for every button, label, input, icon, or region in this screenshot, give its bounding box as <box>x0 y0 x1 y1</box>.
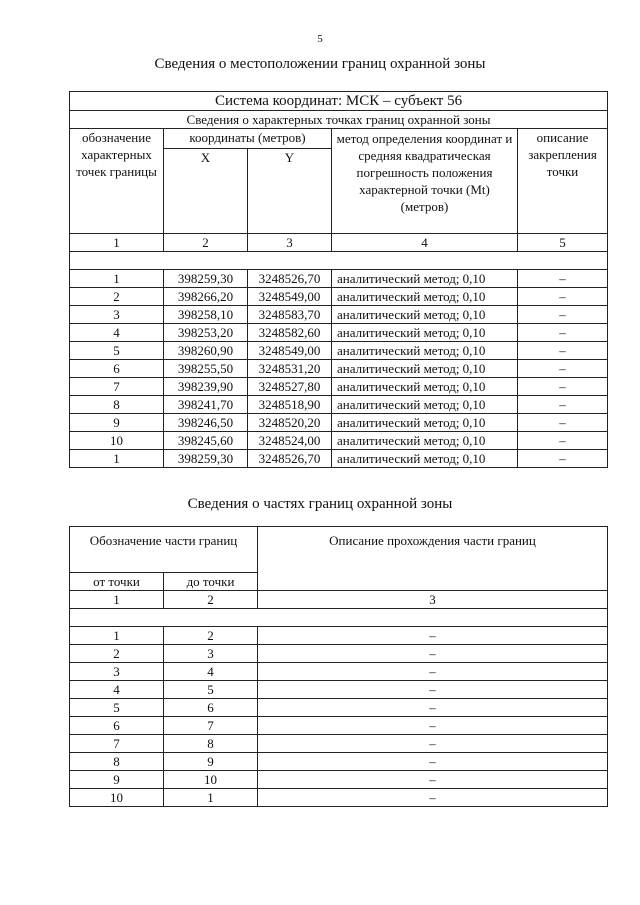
x-cell: 398259,30 <box>164 450 248 468</box>
to-point-cell: 7 <box>164 717 258 735</box>
header-method: метод определения координат и средняя квадратическая погрешность положения характерной точки (Mt) (метров) <box>332 129 518 234</box>
from-point-cell: 7 <box>70 735 164 753</box>
point-cell: 7 <box>70 378 164 396</box>
table-row <box>70 681 608 699</box>
method-cell: аналитический метод; 0,10 <box>332 450 518 468</box>
from-point-cell: 3 <box>70 663 164 681</box>
description-cell: – <box>258 663 608 681</box>
point-cell: 1 <box>70 450 164 468</box>
point-cell: 10 <box>70 432 164 450</box>
y-cell: 3248582,60 <box>248 324 332 342</box>
column-number: 4 <box>332 234 518 252</box>
boundary-location-heading: Сведения о местоположении границ охранной зоны <box>154 56 486 72</box>
y-cell: 3248531,20 <box>248 360 332 378</box>
header-point-designation: обозначение характерных точек границы <box>70 129 164 234</box>
description-cell: – <box>258 681 608 699</box>
header-part-description: Описание прохождения части границ <box>258 527 608 591</box>
method-cell: аналитический метод; 0,10 <box>332 306 518 324</box>
to-point-cell: 4 <box>164 663 258 681</box>
description-cell: – <box>258 735 608 753</box>
table-row <box>70 735 608 753</box>
table-row <box>70 270 608 288</box>
from-point-cell: 2 <box>70 645 164 663</box>
table-row <box>70 753 608 771</box>
from-point-cell: 10 <box>70 789 164 807</box>
column-number: 3 <box>258 591 608 609</box>
method-cell: аналитический метод; 0,10 <box>332 360 518 378</box>
fixing-cell: – <box>518 432 608 450</box>
to-point-cell: 6 <box>164 699 258 717</box>
to-point-cell: 5 <box>164 681 258 699</box>
x-cell: 398246,50 <box>164 414 248 432</box>
characteristic-points-table <box>69 91 608 468</box>
description-cell: – <box>258 699 608 717</box>
fixing-cell: – <box>518 324 608 342</box>
method-cell: аналитический метод; 0,10 <box>332 342 518 360</box>
table-row <box>70 663 608 681</box>
point-cell: 2 <box>70 288 164 306</box>
to-point-cell: 10 <box>164 771 258 789</box>
point-cell: 3 <box>70 306 164 324</box>
from-point-cell: 5 <box>70 699 164 717</box>
fixing-cell: – <box>518 414 608 432</box>
x-cell: 398266,20 <box>164 288 248 306</box>
table-row <box>70 789 608 807</box>
to-point-cell: 2 <box>164 627 258 645</box>
table-row <box>70 432 608 450</box>
point-cell: 8 <box>70 396 164 414</box>
column-number: 2 <box>164 234 248 252</box>
from-point-cell: 8 <box>70 753 164 771</box>
x-cell: 398260,90 <box>164 342 248 360</box>
header-x: X <box>164 149 248 234</box>
to-point-cell: 9 <box>164 753 258 771</box>
table-row <box>70 771 608 789</box>
method-cell: аналитический метод; 0,10 <box>332 324 518 342</box>
point-cell: 9 <box>70 414 164 432</box>
column-number: 5 <box>518 234 608 252</box>
table-row <box>70 306 608 324</box>
fixing-cell: – <box>518 450 608 468</box>
point-cell: 1 <box>70 270 164 288</box>
x-cell: 398241,70 <box>164 396 248 414</box>
table-row <box>70 414 608 432</box>
to-point-cell: 1 <box>164 789 258 807</box>
header-y: Y <box>248 149 332 234</box>
from-point-cell: 1 <box>70 627 164 645</box>
header-to-point: до точки <box>164 573 258 591</box>
table-row <box>70 378 608 396</box>
table-row <box>70 717 608 735</box>
table-row <box>70 360 608 378</box>
table-row <box>70 396 608 414</box>
table-row <box>70 342 608 360</box>
y-cell: 3248583,70 <box>248 306 332 324</box>
boundary-parts-table <box>69 526 608 807</box>
points-table-subtitle: Сведения о характерных точках границ охранной зоны <box>70 111 608 129</box>
description-cell: – <box>258 753 608 771</box>
method-cell: аналитический метод; 0,10 <box>332 378 518 396</box>
y-cell: 3248527,80 <box>248 378 332 396</box>
fixing-cell: – <box>518 288 608 306</box>
description-cell: – <box>258 789 608 807</box>
y-cell: 3248524,00 <box>248 432 332 450</box>
table-row <box>70 450 608 468</box>
fixing-cell: – <box>518 306 608 324</box>
table-row <box>70 699 608 717</box>
y-cell: 3248549,00 <box>248 288 332 306</box>
y-cell: 3248549,00 <box>248 342 332 360</box>
x-cell: 398259,30 <box>164 270 248 288</box>
method-cell: аналитический метод; 0,10 <box>332 270 518 288</box>
x-cell: 398255,50 <box>164 360 248 378</box>
x-cell: 398253,20 <box>164 324 248 342</box>
method-cell: аналитический метод; 0,10 <box>332 396 518 414</box>
table-row <box>70 288 608 306</box>
method-cell: аналитический метод; 0,10 <box>332 414 518 432</box>
point-cell: 6 <box>70 360 164 378</box>
header-part-designation: Обозначение части границ <box>70 527 258 573</box>
y-cell: 3248526,70 <box>248 270 332 288</box>
spacer-row <box>70 252 608 270</box>
from-point-cell: 4 <box>70 681 164 699</box>
boundary-parts-heading: Сведения о частях границ охранной зоны <box>187 496 453 512</box>
header-fixing: описание закрепления точки <box>518 129 608 234</box>
header-coordinates: координаты (метров) <box>164 129 332 149</box>
description-cell: – <box>258 717 608 735</box>
spacer-row <box>70 609 608 627</box>
to-point-cell: 8 <box>164 735 258 753</box>
x-cell: 398245,60 <box>164 432 248 450</box>
from-point-cell: 6 <box>70 717 164 735</box>
column-number: 3 <box>248 234 332 252</box>
column-number: 1 <box>70 591 164 609</box>
fixing-cell: – <box>518 378 608 396</box>
page-number: 5 <box>317 33 323 45</box>
y-cell: 3248518,90 <box>248 396 332 414</box>
fixing-cell: – <box>518 342 608 360</box>
coordinate-system-label: Система координат: МСК – субъект 56 <box>70 92 608 111</box>
method-cell: аналитический метод; 0,10 <box>332 432 518 450</box>
point-cell: 5 <box>70 342 164 360</box>
column-number: 2 <box>164 591 258 609</box>
description-cell: – <box>258 771 608 789</box>
table-row <box>70 627 608 645</box>
from-point-cell: 9 <box>70 771 164 789</box>
table-row <box>70 324 608 342</box>
fixing-cell: – <box>518 270 608 288</box>
column-number: 1 <box>70 234 164 252</box>
x-cell: 398239,90 <box>164 378 248 396</box>
y-cell: 3248520,20 <box>248 414 332 432</box>
header-from-point: от точки <box>70 573 164 591</box>
point-cell: 4 <box>70 324 164 342</box>
fixing-cell: – <box>518 360 608 378</box>
fixing-cell: – <box>518 396 608 414</box>
y-cell: 3248526,70 <box>248 450 332 468</box>
description-cell: – <box>258 627 608 645</box>
to-point-cell: 3 <box>164 645 258 663</box>
table-row <box>70 645 608 663</box>
x-cell: 398258,10 <box>164 306 248 324</box>
method-cell: аналитический метод; 0,10 <box>332 288 518 306</box>
description-cell: – <box>258 645 608 663</box>
